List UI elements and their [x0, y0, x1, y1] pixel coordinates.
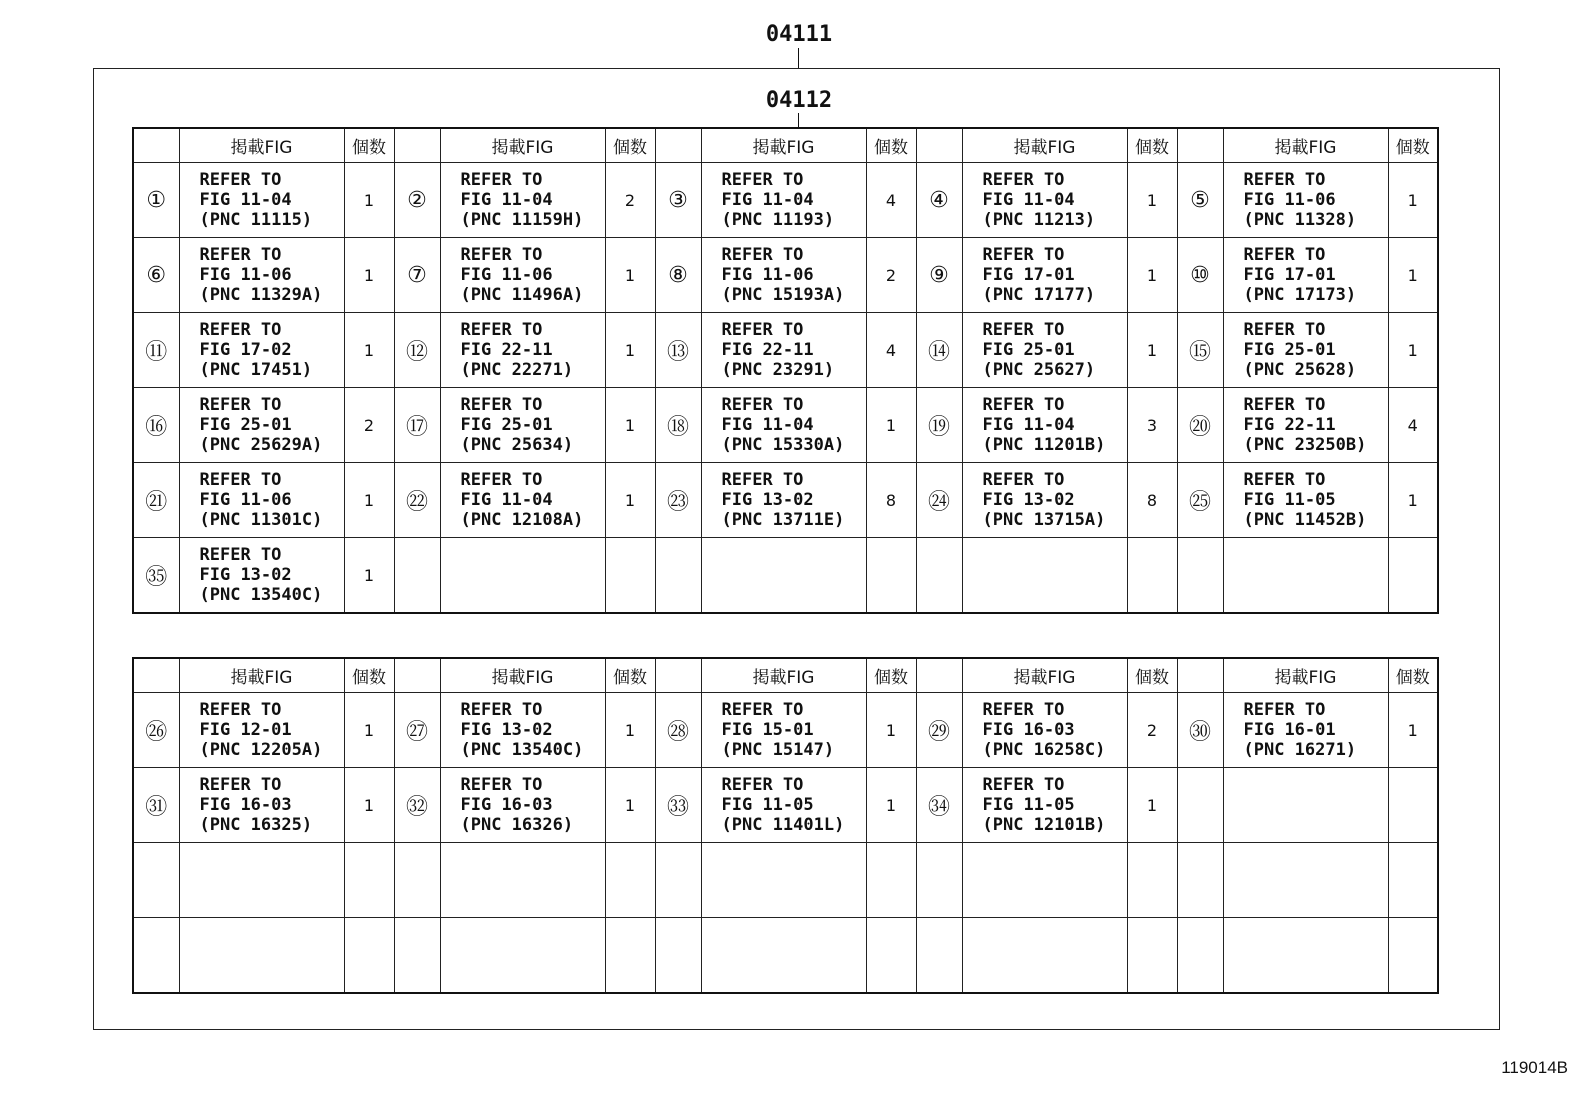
parts-reference-table-1 [132, 127, 1439, 614]
item-number: ㉟ [133, 538, 179, 614]
item-number: ③ [655, 163, 701, 238]
header-num-cell [916, 658, 962, 693]
fig-reference: REFER TO FIG 13-02 (PNC 13540C) [179, 538, 344, 614]
quantity: 1 [605, 463, 655, 538]
header-qty-label: 個数 [1127, 658, 1177, 693]
fig-reference: REFER TO FIG 11-04 (PNC 11159H) [440, 163, 605, 238]
fig-reference: REFER TO FIG 16-03 (PNC 16326) [440, 768, 605, 843]
quantity [605, 843, 655, 918]
quantity: 1 [866, 768, 916, 843]
item-number: ⑳ [1177, 388, 1223, 463]
item-number [916, 843, 962, 918]
item-number [133, 843, 179, 918]
fig-reference: REFER TO FIG 11-04 (PNC 11115) [179, 163, 344, 238]
quantity: 1 [1388, 313, 1438, 388]
header-fig-label: 掲載FIG [179, 658, 344, 693]
item-number [394, 918, 440, 994]
item-number: ⑤ [1177, 163, 1223, 238]
fig-reference: REFER TO FIG 11-05 (PNC 11401L) [701, 768, 866, 843]
quantity [1127, 538, 1177, 614]
item-number: ㉖ [133, 693, 179, 768]
item-number [655, 918, 701, 994]
item-number: ㉑ [133, 463, 179, 538]
fig-reference [701, 918, 866, 994]
item-number: ㉜ [394, 768, 440, 843]
fig-reference: REFER TO FIG 11-06 (PNC 11329A) [179, 238, 344, 313]
item-number: ㉞ [916, 768, 962, 843]
table-row [133, 463, 1438, 538]
quantity: 1 [1388, 463, 1438, 538]
item-number: ④ [916, 163, 962, 238]
table-row [133, 843, 1438, 918]
item-number: ⑪ [133, 313, 179, 388]
header-fig-label: 掲載FIG [179, 128, 344, 163]
quantity: 1 [344, 538, 394, 614]
quantity: 1 [1388, 163, 1438, 238]
table-row [133, 538, 1438, 614]
header-num-cell [1177, 128, 1223, 163]
item-number: ⑩ [1177, 238, 1223, 313]
header-fig-label: 掲載FIG [962, 658, 1127, 693]
quantity: 1 [1127, 313, 1177, 388]
quantity [1127, 918, 1177, 994]
header-fig-label: 掲載FIG [1223, 128, 1388, 163]
quantity [866, 843, 916, 918]
item-number [394, 843, 440, 918]
drawing-number: 119014B [1501, 1058, 1568, 1077]
fig-reference [962, 843, 1127, 918]
item-number: ⑨ [916, 238, 962, 313]
assembly-code-04111: 04111 [765, 22, 833, 47]
fig-reference: REFER TO FIG 12-01 (PNC 12205A) [179, 693, 344, 768]
item-number [655, 843, 701, 918]
fig-reference: REFER TO FIG 17-01 (PNC 17173) [1223, 238, 1388, 313]
quantity: 1 [605, 388, 655, 463]
quantity: 1 [1388, 693, 1438, 768]
fig-reference [1223, 768, 1388, 843]
table-header-row [133, 658, 1438, 693]
quantity: 2 [344, 388, 394, 463]
quantity: 1 [344, 693, 394, 768]
item-number: ⑬ [655, 313, 701, 388]
quantity [344, 918, 394, 994]
fig-reference: REFER TO FIG 11-06 (PNC 11496A) [440, 238, 605, 313]
fig-reference: REFER TO FIG 11-04 (PNC 11201B) [962, 388, 1127, 463]
header-fig-label: 掲載FIG [962, 128, 1127, 163]
table-row [133, 163, 1438, 238]
item-number: ⑯ [133, 388, 179, 463]
fig-reference [1223, 918, 1388, 994]
quantity: 1 [344, 463, 394, 538]
fig-reference: REFER TO FIG 11-04 (PNC 11213) [962, 163, 1127, 238]
table-row [133, 313, 1438, 388]
quantity [1388, 768, 1438, 843]
fig-reference: REFER TO FIG 25-01 (PNC 25628) [1223, 313, 1388, 388]
quantity: 4 [866, 313, 916, 388]
fig-reference: REFER TO FIG 25-01 (PNC 25627) [962, 313, 1127, 388]
item-number: ① [133, 163, 179, 238]
header-num-cell [394, 658, 440, 693]
quantity: 1 [1388, 238, 1438, 313]
header-fig-label: 掲載FIG [701, 658, 866, 693]
item-number [133, 918, 179, 994]
quantity: 8 [1127, 463, 1177, 538]
quantity: 1 [1127, 768, 1177, 843]
fig-reference [962, 538, 1127, 614]
quantity: 1 [344, 238, 394, 313]
fig-reference [440, 538, 605, 614]
quantity [866, 918, 916, 994]
fig-reference: REFER TO FIG 16-03 (PNC 16258C) [962, 693, 1127, 768]
item-number: ⑰ [394, 388, 440, 463]
leader-line-inner [798, 113, 799, 127]
fig-reference: REFER TO FIG 11-05 (PNC 12101B) [962, 768, 1127, 843]
item-number [655, 538, 701, 614]
fig-reference: REFER TO FIG 25-01 (PNC 25634) [440, 388, 605, 463]
item-number [916, 538, 962, 614]
item-number: ⑥ [133, 238, 179, 313]
fig-reference: REFER TO FIG 25-01 (PNC 25629A) [179, 388, 344, 463]
fig-reference: REFER TO FIG 13-02 (PNC 13715A) [962, 463, 1127, 538]
header-fig-label: 掲載FIG [1223, 658, 1388, 693]
quantity: 1 [344, 163, 394, 238]
fig-reference: REFER TO FIG 11-04 (PNC 15330A) [701, 388, 866, 463]
item-number [1177, 538, 1223, 614]
quantity: 1 [344, 313, 394, 388]
header-fig-label: 掲載FIG [440, 658, 605, 693]
fig-reference: REFER TO FIG 11-06 (PNC 11328) [1223, 163, 1388, 238]
header-qty-label: 個数 [1388, 658, 1438, 693]
quantity: 1 [1127, 163, 1177, 238]
header-qty-label: 個数 [344, 658, 394, 693]
item-number [916, 918, 962, 994]
fig-reference: REFER TO FIG 22-11 (PNC 23250B) [1223, 388, 1388, 463]
fig-reference: REFER TO FIG 16-03 (PNC 16325) [179, 768, 344, 843]
item-number: ⑲ [916, 388, 962, 463]
assembly-code-04112: 04112 [765, 88, 833, 113]
item-number: ㉝ [655, 768, 701, 843]
header-num-cell [916, 128, 962, 163]
fig-reference: REFER TO FIG 11-06 (PNC 11301C) [179, 463, 344, 538]
header-qty-label: 個数 [1388, 128, 1438, 163]
quantity [866, 538, 916, 614]
quantity [1388, 538, 1438, 614]
quantity: 3 [1127, 388, 1177, 463]
table-row [133, 693, 1438, 768]
header-num-cell [1177, 658, 1223, 693]
item-number: ㉔ [916, 463, 962, 538]
item-number: ⑭ [916, 313, 962, 388]
quantity: 1 [605, 313, 655, 388]
fig-reference [962, 918, 1127, 994]
item-number [1177, 843, 1223, 918]
table-header-row [133, 128, 1438, 163]
header-fig-label: 掲載FIG [701, 128, 866, 163]
table-row [133, 388, 1438, 463]
fig-reference [701, 843, 866, 918]
header-num-cell [394, 128, 440, 163]
table-row [133, 238, 1438, 313]
item-number [1177, 918, 1223, 994]
fig-reference: REFER TO FIG 17-02 (PNC 17451) [179, 313, 344, 388]
header-num-cell [133, 658, 179, 693]
quantity [1388, 918, 1438, 994]
item-number: ㉚ [1177, 693, 1223, 768]
fig-reference: REFER TO FIG 13-02 (PNC 13540C) [440, 693, 605, 768]
quantity [344, 843, 394, 918]
quantity [605, 918, 655, 994]
header-qty-label: 個数 [344, 128, 394, 163]
fig-reference [179, 918, 344, 994]
item-number: ⑱ [655, 388, 701, 463]
header-num-cell [133, 128, 179, 163]
item-number: ㉕ [1177, 463, 1223, 538]
fig-reference: REFER TO FIG 11-05 (PNC 11452B) [1223, 463, 1388, 538]
table-row [133, 918, 1438, 994]
item-number: ② [394, 163, 440, 238]
fig-reference [1223, 538, 1388, 614]
quantity: 4 [1388, 388, 1438, 463]
fig-reference: REFER TO FIG 17-01 (PNC 17177) [962, 238, 1127, 313]
item-number: ⑫ [394, 313, 440, 388]
item-number [1177, 768, 1223, 843]
fig-reference [440, 918, 605, 994]
item-number: ㉒ [394, 463, 440, 538]
quantity: 1 [605, 238, 655, 313]
header-qty-label: 個数 [866, 128, 916, 163]
item-number: ⑧ [655, 238, 701, 313]
fig-reference [179, 843, 344, 918]
item-number: ㉙ [916, 693, 962, 768]
fig-reference: REFER TO FIG 11-06 (PNC 15193A) [701, 238, 866, 313]
header-fig-label: 掲載FIG [440, 128, 605, 163]
quantity: 8 [866, 463, 916, 538]
item-number: ㉘ [655, 693, 701, 768]
header-num-cell [655, 128, 701, 163]
fig-reference: REFER TO FIG 11-04 (PNC 11193) [701, 163, 866, 238]
item-number [394, 538, 440, 614]
quantity: 4 [866, 163, 916, 238]
item-number: ⑦ [394, 238, 440, 313]
header-qty-label: 個数 [605, 658, 655, 693]
table-row [133, 768, 1438, 843]
quantity [1388, 843, 1438, 918]
quantity: 2 [1127, 693, 1177, 768]
fig-reference [1223, 843, 1388, 918]
item-number: ㉗ [394, 693, 440, 768]
parts-reference-table-2 [132, 657, 1439, 994]
fig-reference: REFER TO FIG 22-11 (PNC 23291) [701, 313, 866, 388]
fig-reference: REFER TO FIG 15-01 (PNC 15147) [701, 693, 866, 768]
fig-reference: REFER TO FIG 11-04 (PNC 12108A) [440, 463, 605, 538]
quantity [605, 538, 655, 614]
fig-reference [701, 538, 866, 614]
quantity [1127, 843, 1177, 918]
fig-reference: REFER TO FIG 22-11 (PNC 22271) [440, 313, 605, 388]
item-number: ㉛ [133, 768, 179, 843]
leader-line-outer [798, 48, 799, 68]
header-qty-label: 個数 [1127, 128, 1177, 163]
quantity: 1 [866, 388, 916, 463]
quantity: 1 [866, 693, 916, 768]
header-num-cell [655, 658, 701, 693]
fig-reference: REFER TO FIG 13-02 (PNC 13711E) [701, 463, 866, 538]
header-qty-label: 個数 [605, 128, 655, 163]
fig-reference [440, 843, 605, 918]
header-qty-label: 個数 [866, 658, 916, 693]
item-number: ⑮ [1177, 313, 1223, 388]
quantity: 1 [605, 768, 655, 843]
quantity: 1 [344, 768, 394, 843]
quantity: 2 [605, 163, 655, 238]
quantity: 1 [1127, 238, 1177, 313]
fig-reference: REFER TO FIG 16-01 (PNC 16271) [1223, 693, 1388, 768]
quantity: 2 [866, 238, 916, 313]
quantity: 1 [605, 693, 655, 768]
item-number: ㉓ [655, 463, 701, 538]
